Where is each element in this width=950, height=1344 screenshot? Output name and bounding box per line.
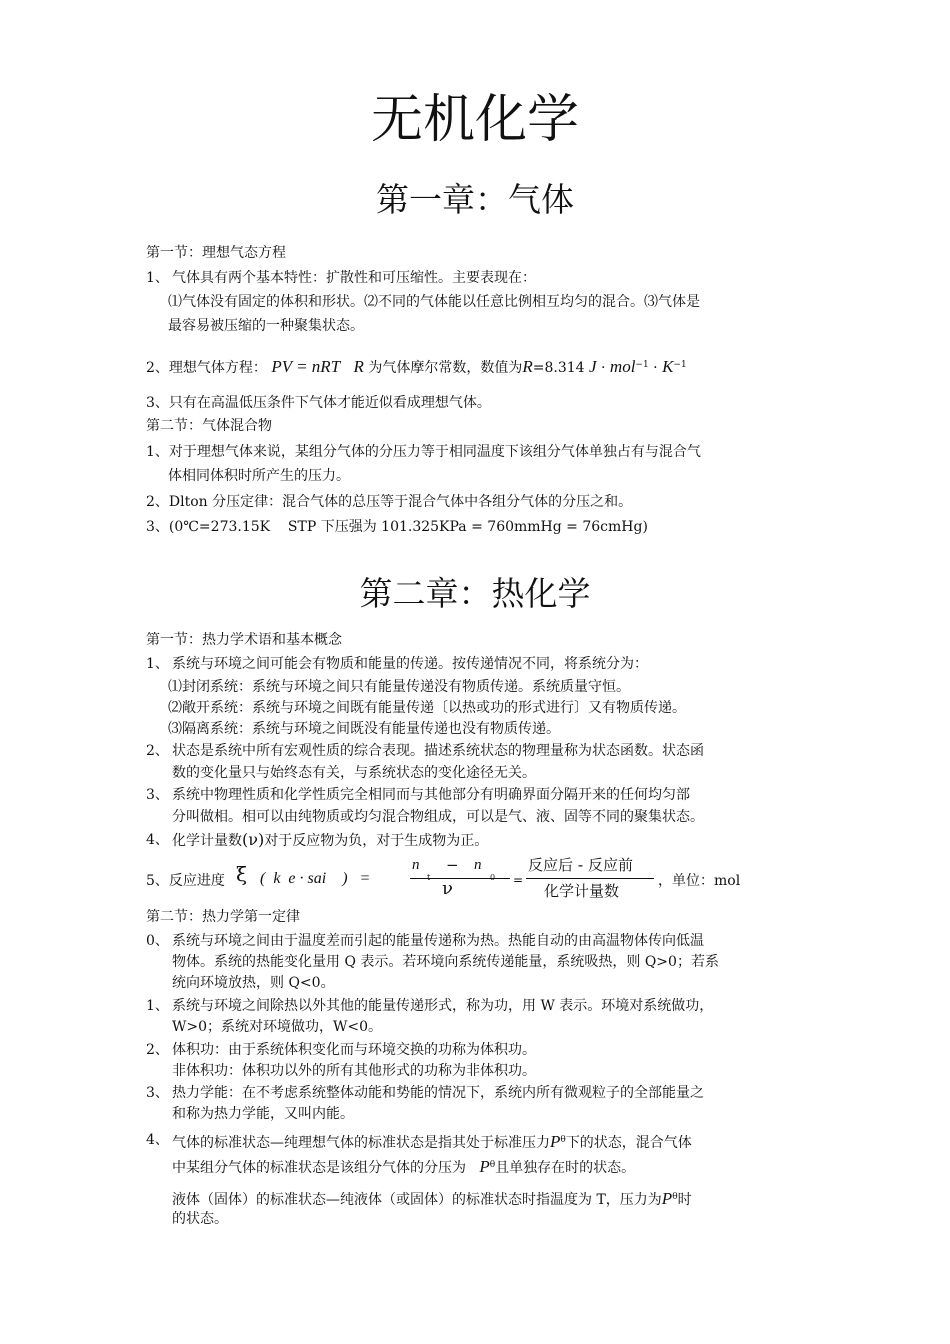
numerator-n-t: n: [412, 857, 420, 873]
gas-constant-symbol: R: [353, 357, 364, 376]
ch2-section-1-title: 第一节：热力学术语和基本概念: [146, 632, 342, 648]
ch1-s2-item-1-line-1: 1、对于理想气体来说，某组分气体的分压力等于相同温度下该组分气体单独占有与混合气: [146, 444, 701, 460]
extent-pronunciation: ( k e · sai ) =: [260, 870, 371, 887]
standard-pressure-theta-3: θ: [672, 1192, 678, 1202]
ch1-section-1-title: 第一节：理想气态方程: [146, 245, 286, 261]
chapter-2-title: 第二章：热化学: [359, 574, 591, 613]
ch2-s1-item-3-line-2: 分叫做相。相可以由纯物质或均匀混合物组成，可以是气、液、固等不同的聚集状态。: [172, 809, 704, 825]
gas-constant-desc: 为气体摩尔常数，数值为: [368, 360, 523, 376]
ideal-gas-equation: PV = nRT: [271, 357, 341, 376]
stoich-label: 化学计量数: [172, 833, 242, 849]
ch2-s2-item-4-line-3: [172, 1187, 692, 1210]
partial-pressure-tail: 且单独存在时的状态。: [495, 1160, 636, 1176]
extent-label: 5、反应进度: [146, 873, 225, 889]
ch1-s1-item-1-line-2: ⑴气体没有固定的体积和形状。⑵不同的气体能以任意比例相互均匀的混合。⑶气体是: [168, 294, 700, 310]
standard-pressure-symbol: P: [550, 1132, 561, 1151]
standard-pressure-symbol-3: P: [661, 1189, 673, 1208]
ch2-s2-item-1-line-1: 系统与环境之间除热以外其他的能量传递形式，称为功，用 W 表示。环境对系统做功，: [172, 998, 714, 1014]
liquid-standard-state-text: 液体（固体）的标准状态—纯液体（或固体）的标准状态时指温度为 T，压力为: [172, 1192, 662, 1208]
ch2-s2-item-1-line-2: W>0；系统对环境做功，W<0。: [172, 1019, 383, 1035]
unit-mol: mol: [609, 357, 636, 376]
ch2-s2-item-0-number: 0、: [146, 933, 169, 949]
ideal-gas-label: 2、理想气体方程：: [146, 360, 267, 376]
ch2-s2-item-3-line-1: 热力学能：在不考虑系统整体动能和势能的情况下，系统内所有微观粒子的全部能量之: [172, 1085, 704, 1101]
ch2-s2-item-2-line-1: 体积功：由于系统体积变化而与环境交换的功称为体积功。: [172, 1042, 536, 1058]
ch1-s1-item-2: [146, 355, 687, 378]
ch2-s1-item-1-line-3: ⑵敞开系统：系统与环境之间既有能量传递〔以热或功的形式进行〕又有物质传递。: [168, 700, 686, 716]
ch2-s1-item-3-line-1: 系统中物理性质和化学性质完全相同而与其他部分有明确界面分隔开来的任何均匀部: [172, 787, 690, 803]
ch2-s1-item-4: [172, 830, 488, 851]
unit-kelvin: K: [662, 357, 674, 376]
ch1-s2-item-1-line-2: 体相同体积时所产生的压力。: [168, 468, 350, 484]
fraction-bar-1: [410, 878, 510, 879]
ch2-s2-item-0-line-2: 物体。系统的热能变化量用 Q 表示。若环境向系统传递能量，系统吸热，则 Q>0；若系: [172, 954, 719, 970]
ch2-s2-item-4-number: 4、: [146, 1132, 169, 1148]
ch2-s2-item-3-number: 3、: [146, 1085, 169, 1101]
ch1-s1-item-1-number: 1、: [146, 270, 169, 286]
ch2-s1-item-2-number: 2、: [146, 743, 169, 759]
ch2-s2-item-4-line-1: [172, 1130, 692, 1153]
ch1-s1-item-1-line-1: 气体具有两个基本特性：扩散性和可压缩性。主要表现在：: [172, 270, 536, 286]
ch2-s2-item-2-number: 2、: [146, 1042, 169, 1058]
partial-pressure-text: 中某组分气体的标准状态是该组分气体的分压为: [172, 1160, 466, 1176]
stoich-desc: 对于反应物为负，对于生成物为正。: [264, 833, 489, 849]
equals-sign: =: [513, 873, 524, 887]
gas-constant-value: =8.314: [532, 360, 585, 376]
ch2-s1-item-1-number: 1、: [146, 656, 169, 672]
denominator-nu: ν: [442, 878, 453, 899]
ch2-s1-item-4-number: 4、: [146, 832, 169, 848]
standard-pressure-symbol-2: P: [479, 1157, 490, 1176]
liquid-standard-state-tail: 时: [677, 1192, 692, 1208]
ch2-s2-item-0-line-1: 系统与环境之间由于温度差而引起的能量传递称为热。热能自动的由高温物体传向低温: [172, 933, 704, 949]
ch2-section-2-title: 第二节：热力学第一定律: [146, 909, 300, 925]
unit-dot-2: ·: [648, 360, 663, 376]
xi-symbol: ξ: [236, 862, 248, 886]
ch2-s1-item-3-number: 3、: [146, 787, 169, 803]
chapter-1-title: 第一章：气体: [376, 180, 574, 219]
standard-pressure-theta: θ: [560, 1135, 566, 1145]
ch2-s1-item-1-line-4: ⑶隔离系统：系统与环境之间既没有能量传递也没有物质传递。: [168, 721, 560, 737]
ch1-s2-item-3: 3、(0℃=273.15K STP 下压强为 101.325KPa = 760mmHg = 76cmHg): [146, 519, 648, 535]
gas-standard-state-text: 气体的标准状态—纯理想气体的标准状态是指其处于标准压力: [172, 1135, 550, 1151]
ch1-s1-item-1-line-3: 最容易被压缩的一种聚集状态。: [168, 318, 364, 334]
gas-constant-symbol-2: R: [522, 357, 533, 376]
ch2-s2-item-4-line-2: [172, 1155, 635, 1178]
unit-dot-1: ·: [596, 360, 610, 376]
ch1-section-2-title: 第二节：气体混合物: [146, 418, 272, 434]
ch2-s1-item-2-line-1: 状态是系统中所有宏观性质的综合表现。描述系统状态的物理量称为状态函数。状态函: [172, 743, 704, 759]
numerator-n-0: n: [474, 857, 482, 873]
document-title: 无机化学: [370, 90, 579, 150]
ch2-s1-item-1-line-2: ⑴封闭系统：系统与环境之间只有能量传递没有物质传递。系统质量守恒。: [168, 679, 630, 695]
fraction-bar-2: [526, 878, 654, 879]
standard-pressure-theta-2: θ: [489, 1160, 496, 1170]
unit-mol-exponent: −1: [635, 360, 649, 370]
ch2-s2-item-2-line-2: 非体积功：体积功以外的所有其他形式的功称为非体积功。: [172, 1063, 536, 1079]
ch2-s2-item-1-number: 1、: [146, 998, 169, 1014]
ratio-denominator: 化学计量数: [544, 882, 620, 900]
unit-joule: J: [589, 357, 597, 376]
ch2-s2-item-0-line-3: 统向环境放热，则 Q<0。: [172, 975, 335, 991]
stoich-symbol: (ν): [242, 830, 265, 849]
ratio-numerator: 反应后 - 反应前: [528, 856, 633, 874]
gas-standard-state-tail: 下的状态，混合气体: [565, 1135, 692, 1151]
ch1-s2-item-2: 2、Dlton 分压定律：混合气体的总压等于混合气体中各组分气体的分压之和。: [146, 494, 633, 510]
ch2-s1-item-1-line-1: 系统与环境之间可能会有物质和能量的传递。按传递情况不同，将系统分为：: [172, 656, 648, 672]
numerator-minus: −: [446, 856, 459, 874]
extent-unit: ，单位：mol: [658, 873, 741, 889]
unit-kelvin-exponent: −1: [673, 360, 687, 370]
ch1-s1-item-3: 3、只有在高温低压条件下气体才能近似看成理想气体。: [146, 395, 491, 411]
ch2-s2-item-4-line-4: 的状态。: [172, 1211, 228, 1227]
ch2-s2-item-3-line-2: 和称为热力学能，又叫内能。: [172, 1106, 354, 1122]
ch2-s1-item-2-line-2: 数的变化量只与始终态有关，与系统状态的变化途径无关。: [172, 765, 536, 781]
